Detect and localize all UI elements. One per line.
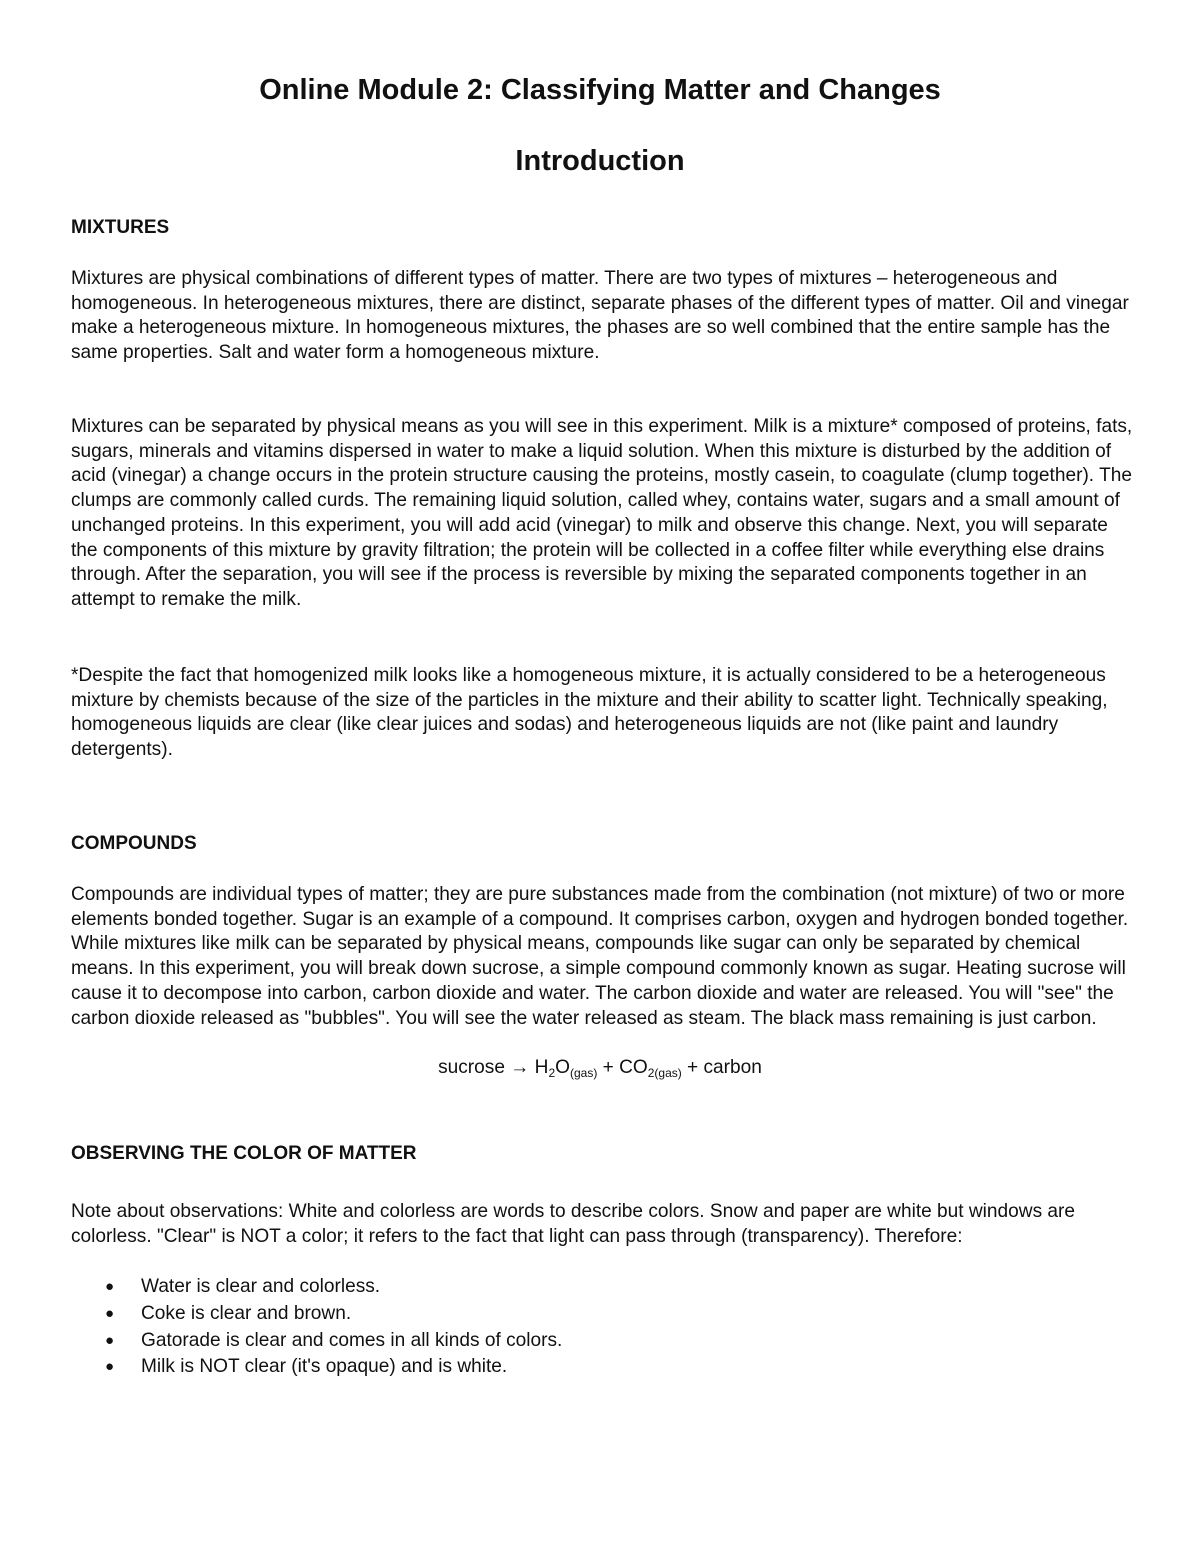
list-item bbox=[71, 1328, 1071, 1355]
equation-oxygen: O bbox=[555, 1057, 570, 1078]
mixtures-paragraph-1: Mixtures are physical combinations of different types of matter. There are two types of mixtures – heterogeneous and homogeneous. In heterogeneous mixtures, there are distinct, separate phases of the different types of matter. Oil and vinegar make a heterogeneous mixture. In homogeneous mixtures, the phases are so well combined that the entire sample has the same properties. Salt and water form a homogeneous mixture. bbox=[71, 268, 1129, 364]
equation-co2: + CO bbox=[597, 1057, 648, 1078]
color-examples-list bbox=[71, 1274, 1071, 1381]
list-item-text: Coke is clear and brown. bbox=[141, 1302, 352, 1324]
list-item bbox=[71, 1354, 1071, 1381]
list-item-text: Water is clear and colorless. bbox=[141, 1276, 381, 1297]
mixtures-paragraph-2: Mixtures can be separated by physical means as you will see in this experiment. Milk is a mixture* composed of proteins, fats, sugars, minerals and vitamins dispersed in water to make a liquid solution. When this mixture is disturbed by the addition of acid (vinegar) a change occurs in the protein structure causing the proteins, mostly casein, to coagulate (clump together). The clumps are commonly called curds. The remaining liquid solution, called whey, contains water, sugars and a small amount of unchanged proteins. In this experiment, you will add acid (vinegar) to milk and observe this change. Next, you will separate the components of this mixture by gravity filtration; the protein will be collected in a coffee filter while everything else drains through. After the separation, you will see if the process is reversible by mixing the separated components together in an attempt to remake the milk. bbox=[71, 416, 1133, 610]
equation-lhs: sucrose → H bbox=[438, 1057, 549, 1078]
list-item-text: Milk is NOT clear (it's opaque) and is white. bbox=[141, 1356, 508, 1378]
compounds-paragraph: Compounds are individual types of matter; they are pure substances made from the combination (not mixture) of two or more elements bonded together. Sugar is an example of a compound. It comprises carbon, oxygen and hydrogen bonded together. While mixtures like milk can be separated by physical means, compounds like sugar can only be separated by chemical means. In this experiment, you will break down sucrose, a simple compound commonly known as sugar. Heating sucrose will cause it to decompose into carbon, carbon dioxide and water. The carbon dioxide and water are released. You will "see" the carbon dioxide released as "bubbles". You will see the water released as steam. The black mass remaining is just carbon. bbox=[71, 884, 1129, 1029]
document-subtitle: Introduction bbox=[515, 145, 685, 177]
document-title: Online Module 2: Classifying Matter and Changes bbox=[259, 74, 941, 106]
bullet-icon: ● bbox=[105, 1304, 115, 1322]
bullet-icon: ● bbox=[105, 1278, 115, 1295]
equation-rhs: + carbon bbox=[681, 1057, 762, 1078]
list-item bbox=[71, 1274, 1071, 1301]
list-item-text: Gatorade is clear and comes in all kinds of colors. bbox=[141, 1329, 563, 1351]
h2o-state: (gas) bbox=[569, 1066, 598, 1080]
list-item bbox=[71, 1301, 1071, 1328]
bullet-icon: ● bbox=[105, 1331, 115, 1349]
decomposition-equation bbox=[0, 1056, 1200, 1081]
mixtures-heading: MIXTURES bbox=[71, 217, 170, 238]
h2o-subscript: 2 bbox=[548, 1066, 556, 1080]
observing-heading: OBSERVING THE COLOR OF MATTER bbox=[71, 1143, 417, 1164]
co2-subscript: 2(gas) bbox=[647, 1066, 682, 1080]
mixtures-footnote: *Despite the fact that homogenized milk looks like a homogeneous mixture, it is actually considered to be a heterogeneous mixture by chemists because of the size of the particles in the mixture and their ability to scatter light. Technically speaking, homogeneous liquids are clear (like clear juices and sodas) and heterogeneous liquids are not (like paint and laundry detergents). bbox=[71, 665, 1108, 761]
compounds-heading: COMPOUNDS bbox=[71, 833, 197, 854]
observing-paragraph: Note about observations: White and colorless are words to describe colors. Snow and paper are white but windows are colorless. "Clear" is NOT a color; it refers to the fact that light can pass through (transparency). Therefore: bbox=[71, 1201, 1076, 1247]
bullet-icon: ● bbox=[105, 1358, 115, 1376]
